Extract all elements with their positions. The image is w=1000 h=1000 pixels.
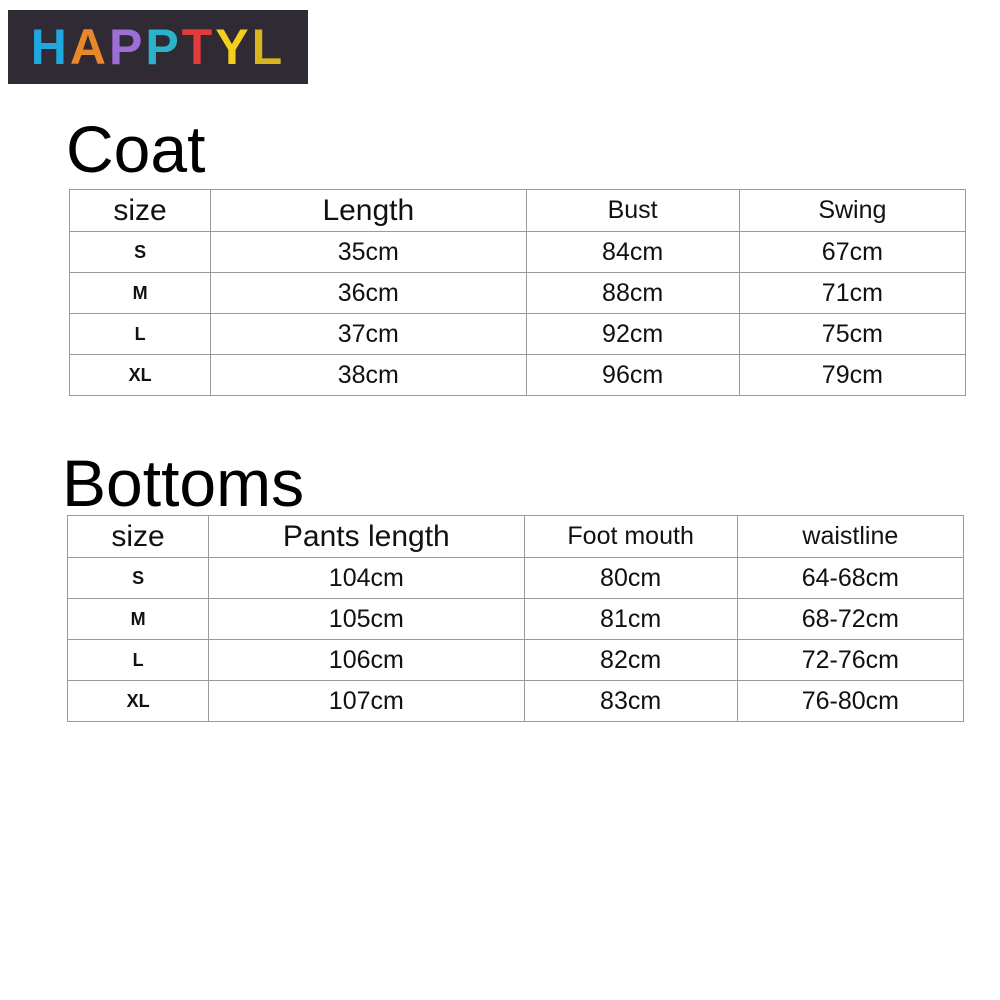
size-label: L [70,314,211,355]
logo-letter: Y [215,19,252,75]
header-size: size [70,190,211,232]
foot-mouth-value: 82cm [524,640,737,681]
size-label: L [68,640,209,681]
header-size: size [68,516,209,558]
swing-value: 75cm [739,314,965,355]
coat-size-table [69,189,966,396]
table-row [70,232,966,273]
swing-value: 67cm [739,232,965,273]
table-row [68,599,964,640]
table-row [70,355,966,396]
foot-mouth-value: 81cm [524,599,737,640]
bust-value: 88cm [526,273,739,314]
bust-value: 92cm [526,314,739,355]
table-row [68,640,964,681]
header-waistline: waistline [737,516,963,558]
waistline-value: 68-72cm [737,599,963,640]
waistline-value: 64-68cm [737,558,963,599]
length-value: 35cm [211,232,526,273]
brand-logo [8,10,308,84]
coat-title: Coat [66,112,206,186]
foot-mouth-value: 80cm [524,558,737,599]
logo-letter: T [181,19,216,75]
bottoms-title: Bottoms [62,446,305,520]
pants-length-value: 104cm [209,558,524,599]
bust-value: 84cm [526,232,739,273]
swing-value: 79cm [739,355,965,396]
length-value: 38cm [211,355,526,396]
length-value: 36cm [211,273,526,314]
size-label: M [70,273,211,314]
logo-letter: P [109,19,146,75]
logo-letter: A [69,19,110,75]
header-length: Length [211,190,526,232]
bottoms-size-table [67,515,964,722]
size-label: S [70,232,211,273]
table-row [68,558,964,599]
table-row [70,314,966,355]
logo-letter: L [251,19,286,75]
size-label: M [68,599,209,640]
size-label: S [68,558,209,599]
header-foot-mouth: Foot mouth [524,516,737,558]
foot-mouth-value: 83cm [524,681,737,722]
size-label: XL [70,355,211,396]
logo-letter: H [30,19,70,75]
bust-value: 96cm [526,355,739,396]
header-swing: Swing [739,190,965,232]
table-header-row [68,516,964,558]
pants-length-value: 106cm [209,640,524,681]
pants-length-value: 105cm [209,599,524,640]
pants-length-value: 107cm [209,681,524,722]
table-header-row [70,190,966,232]
table-row [70,273,966,314]
table-row [68,681,964,722]
swing-value: 71cm [739,273,965,314]
header-bust: Bust [526,190,739,232]
logo-letter: P [145,19,182,75]
waistline-value: 76-80cm [737,681,963,722]
length-value: 37cm [211,314,526,355]
header-pants-length: Pants length [209,516,524,558]
size-label: XL [68,681,209,722]
waistline-value: 72-76cm [737,640,963,681]
